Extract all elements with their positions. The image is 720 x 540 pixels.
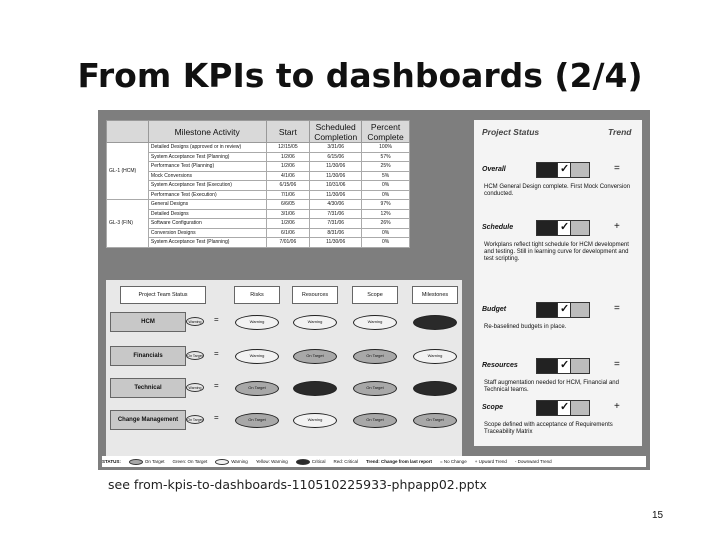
- status-section-label: Schedule: [482, 224, 514, 231]
- status-section-text: HCM General Design complete. First Mock Conversion conducted.: [484, 184, 631, 197]
- gauge-segment: [571, 221, 589, 235]
- legend-item: Red: Critical: [333, 459, 359, 464]
- milestone-cell: Detailed Designs (approved or in review): [148, 143, 266, 153]
- milestone-cell: 7/1/06: [266, 190, 310, 200]
- team-status-cell: [230, 376, 284, 400]
- status-section-text: Staff augmentation needed for HCM, Financial and Technical teams.: [484, 380, 619, 393]
- team-status-cell: [348, 310, 402, 334]
- milestone-cell: 6/15/06: [310, 152, 362, 162]
- status-oval: [413, 381, 457, 396]
- legend-item: Warning: [231, 458, 248, 464]
- gauge-segment: [537, 163, 557, 177]
- status-oval: On Target: [235, 381, 279, 396]
- milestone-cell: 26%: [362, 219, 410, 229]
- team-row-label: Change Management: [110, 410, 186, 430]
- status-gauge: [536, 162, 590, 178]
- milestone-cell: Mock Conversions: [148, 171, 266, 181]
- percent-complete-header: Percent Complete: [362, 121, 410, 143]
- milestone-row: [107, 152, 410, 162]
- team-status-cell: [230, 344, 284, 368]
- status-oval: On Target: [353, 349, 397, 364]
- milestone-cell: 4/30/06: [310, 200, 362, 210]
- milestone-cell: 4/1/06: [266, 171, 310, 181]
- milestone-table: [106, 120, 410, 248]
- gauge-segment: [537, 401, 557, 415]
- status-oval: Warning: [293, 315, 337, 330]
- team-status-cell: [288, 408, 342, 432]
- team-row-label: Technical: [110, 378, 186, 398]
- project-status-header: Project Status: [482, 127, 540, 137]
- team-status-cell: [288, 310, 342, 334]
- milestone-cell: 25%: [362, 162, 410, 172]
- team-status-cell: [348, 376, 402, 400]
- milestone-cell: General Designs: [148, 200, 266, 210]
- milestone-cell: 97%: [362, 200, 410, 210]
- status-trend: =: [614, 163, 620, 174]
- milestone-cell: 11/30/06: [310, 171, 362, 181]
- milestone-cell: 7/01/06: [266, 238, 310, 248]
- trend-header: Trend: [608, 127, 632, 137]
- resources-header: Resources: [292, 286, 338, 304]
- gauge-segment: [557, 221, 571, 235]
- milestone-cell: 1/2/06: [266, 152, 310, 162]
- milestone-cell: 8/31/06: [310, 228, 362, 238]
- milestone-cell: 12/15/05: [266, 143, 310, 153]
- milestone-cell: Software Configuration: [148, 219, 266, 229]
- team-status-cell: [230, 310, 284, 334]
- milestones-header: Milestones: [412, 286, 458, 304]
- milestone-row: [107, 209, 410, 219]
- milestone-row: [107, 181, 410, 191]
- status-gauge: [536, 220, 590, 236]
- milestone-row: [107, 171, 410, 181]
- team-row-trend: =: [214, 381, 219, 390]
- legend-warning-oval: [215, 459, 229, 465]
- status-section-label: Budget: [482, 306, 507, 313]
- team-status-cell: [408, 408, 462, 432]
- milestone-row: [107, 162, 410, 172]
- milestone-cell: 6/1/06: [266, 228, 310, 238]
- milestone-cell: 6/15/06: [266, 181, 310, 191]
- gauge-segment: [537, 221, 557, 235]
- status-oval: [293, 381, 337, 396]
- milestone-cell: 1/2/06: [266, 162, 310, 172]
- status-oval: On Target: [235, 413, 279, 428]
- status-gauge: [536, 400, 590, 416]
- milestone-cell: Conversion Designs: [148, 228, 266, 238]
- status-oval: Warning: [235, 315, 279, 330]
- scope-header: Scope: [352, 286, 398, 304]
- milestone-cell: 11/30/06: [310, 162, 362, 172]
- legend-item: Green: On Target: [172, 459, 208, 464]
- status-section-text: Re-baselined budgets in place.: [484, 324, 567, 330]
- legend-critical-oval: [296, 459, 310, 465]
- status-trend: +: [614, 401, 620, 412]
- milestone-group-label: GL-3 (FIN): [107, 200, 149, 248]
- legend-target-oval: [129, 459, 143, 465]
- milestone-cell: 12%: [362, 209, 410, 219]
- team-row-label: Financials: [110, 346, 186, 366]
- dashboard-image: [98, 110, 650, 470]
- team-status-cell: [408, 376, 462, 400]
- status-oval: Warning: [413, 349, 457, 364]
- team-row-trend: =: [214, 315, 219, 324]
- team-status-cell: [348, 408, 402, 432]
- status-oval: On Target: [353, 413, 397, 428]
- milestone-cell: Performance Test (Execution): [148, 190, 266, 200]
- status-trend: =: [614, 303, 620, 314]
- status-legend: [102, 456, 646, 467]
- legend-item: On Target: [144, 458, 165, 464]
- source-caption: see from-kpis-to-dashboards-110510225933-phpapp02.pptx: [108, 477, 487, 492]
- team-status-cell: [408, 344, 462, 368]
- milestone-cell: 0%: [362, 228, 410, 238]
- team-row-label: HCM: [110, 312, 186, 332]
- milestone-cell: 3/31/06: [310, 143, 362, 153]
- status-section-label: Resources: [482, 362, 518, 369]
- milestone-cell: System Acceptance Test (Execution): [148, 181, 266, 191]
- milestone-cell: 0%: [362, 238, 410, 248]
- milestone-row: [107, 238, 410, 248]
- scheduled-completion-header: Scheduled Completion: [310, 121, 362, 143]
- status-trend: =: [614, 359, 620, 370]
- legend-trend-item: - Downward Trend: [514, 459, 552, 464]
- milestone-cell: System Acceptance Test (Planning): [148, 152, 266, 162]
- milestone-cell: 1/2/06: [266, 219, 310, 229]
- milestone-cell: Performance Test (Planning): [148, 162, 266, 172]
- milestone-cell: 0%: [362, 181, 410, 191]
- legend-item: Critical: [311, 458, 326, 464]
- milestone-cell: 6/6/05: [266, 200, 310, 210]
- milestone-row: [107, 143, 410, 153]
- team-status-header: Project Team Status: [120, 286, 206, 304]
- milestone-cell: 10/31/06: [310, 181, 362, 191]
- status-oval: On Target: [353, 381, 397, 396]
- milestone-cell: 57%: [362, 152, 410, 162]
- start-header: Start: [266, 121, 310, 143]
- milestone-cell: 11/30/06: [310, 190, 362, 200]
- team-status-cell: [230, 408, 284, 432]
- milestone-activity-header: Milestone Activity: [148, 121, 266, 143]
- milestone-cell: 3/1/06: [266, 209, 310, 219]
- team-row-mini-status: On Target: [186, 415, 204, 424]
- team-row-trend: =: [214, 413, 219, 422]
- gauge-segment: [537, 359, 557, 373]
- status-oval: [413, 315, 457, 330]
- milestone-cell: 11/30/06: [310, 238, 362, 248]
- status-section-text: Workplans reflect tight schedule for HCM development and testing. Still in learning curve for development and test scripting.: [484, 242, 629, 262]
- milestone-cell: 7/31/06: [310, 219, 362, 229]
- legend-trend-item: + Upward Trend: [474, 459, 507, 464]
- status-gauge: [536, 358, 590, 374]
- status-gauge: [536, 302, 590, 318]
- gauge-segment: [557, 163, 571, 177]
- team-status-matrix: [106, 280, 462, 458]
- legend-trend-label: Trend: Change from last report: [366, 459, 433, 464]
- gauge-segment: [571, 359, 589, 373]
- milestone-row: [107, 190, 410, 200]
- gauge-segment: [571, 163, 589, 177]
- status-section-text: Scope defined with acceptance of Requirements Traceability Matrix: [484, 422, 613, 435]
- status-oval: On Target: [293, 349, 337, 364]
- team-status-cell: [348, 344, 402, 368]
- gauge-segment: [537, 303, 557, 317]
- status-trend: +: [614, 221, 620, 232]
- team-row-mini-status: On Target: [186, 351, 204, 360]
- gauge-segment: [571, 303, 589, 317]
- gauge-segment: [557, 303, 571, 317]
- milestone-row: [107, 219, 410, 229]
- milestone-row: [107, 228, 410, 238]
- milestone-header-row: [107, 121, 410, 143]
- milestone-cell: 7/31/06: [310, 209, 362, 219]
- status-oval: On Target: [413, 413, 457, 428]
- team-status-cell: [288, 344, 342, 368]
- team-row-mini-status: Warning: [186, 383, 204, 392]
- page-number: 15: [652, 510, 664, 521]
- team-status-cell: [288, 376, 342, 400]
- gauge-segment: [571, 401, 589, 415]
- risks-header: Risks: [234, 286, 280, 304]
- milestone-cell: System Acceptance Test (Planning): [148, 238, 266, 248]
- gauge-segment: [557, 401, 571, 415]
- legend-status-label: STATUS:: [102, 459, 121, 464]
- status-oval: Warning: [353, 315, 397, 330]
- project-status-panel: [474, 120, 642, 446]
- team-status-cell: [408, 310, 462, 334]
- team-row-mini-status: Warning: [186, 317, 204, 326]
- team-row-trend: =: [214, 349, 219, 358]
- status-section-label: Scope: [482, 404, 504, 411]
- milestone-cell: 5%: [362, 171, 410, 181]
- milestone-cell: 100%: [362, 143, 410, 153]
- status-oval: Warning: [293, 413, 337, 428]
- slide-title: From KPIs to dashboards (2/4): [77, 56, 643, 95]
- status-oval: Warning: [235, 349, 279, 364]
- milestone-cell: 0%: [362, 190, 410, 200]
- gauge-segment: [557, 359, 571, 373]
- milestone-group-label: GL-1 (HCM): [107, 143, 149, 200]
- legend-trend-item: = No Change: [440, 459, 467, 464]
- status-section-label: Overall: [482, 166, 506, 173]
- milestone-cell: Detailed Designs: [148, 209, 266, 219]
- milestone-row: [107, 200, 410, 210]
- legend-item: Yellow: Warning: [255, 459, 288, 464]
